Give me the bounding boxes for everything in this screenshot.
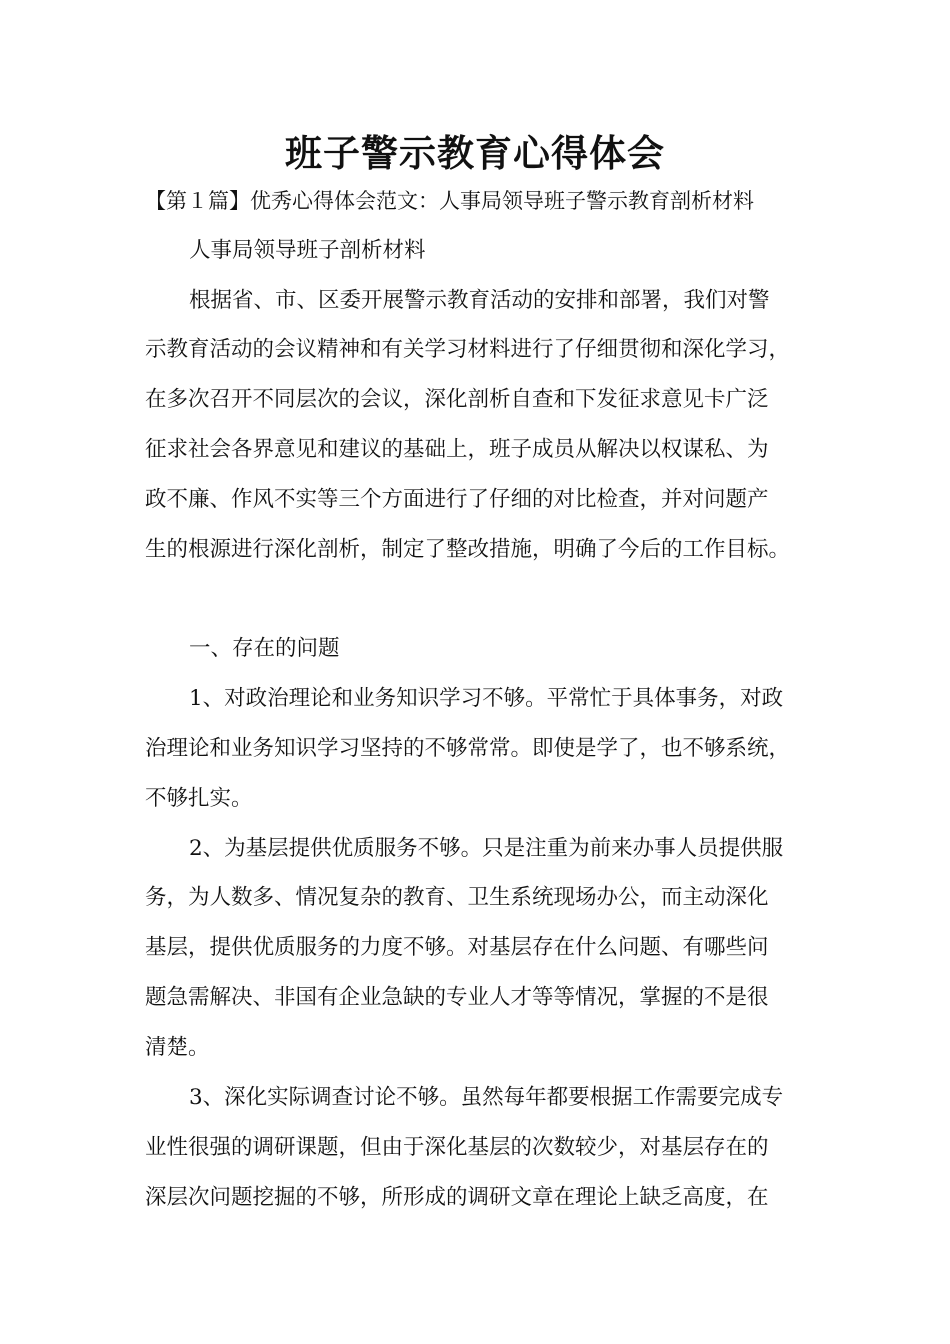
document-title: 班子警示教育心得体会 bbox=[285, 132, 665, 175]
paragraph-line: 基层，提供优质服务的力度不够。对基层存在什么问题、有哪些问 bbox=[145, 935, 769, 960]
section-heading: 一、存在的问题 bbox=[189, 636, 340, 661]
paragraph-line: 示教育活动的会议精神和有关学习材料进行了仔细贯彻和深化学习， bbox=[145, 337, 791, 362]
paragraph-line: 清楚。 bbox=[145, 1035, 210, 1060]
paragraph-line: 1、对政治理论和业务知识学习不够。平常忙于具体事务，对政 bbox=[189, 686, 784, 711]
section-heading: 人事局领导班子剖析材料 bbox=[189, 238, 426, 263]
paragraph-line: 业性很强的调研课题，但由于深化基层的次数较少，对基层存在的 bbox=[145, 1135, 769, 1160]
document-subtitle: 【第１篇】优秀心得体会范文：人事局领导班子警示教育剖析材料 bbox=[145, 189, 754, 213]
paragraph-line: 深层次问题挖掘的不够，所形成的调研文章在理论上缺乏高度，在 bbox=[145, 1185, 769, 1210]
paragraph-line: 征求社会各界意见和建议的基础上，班子成员从解决以权谋私、为 bbox=[145, 437, 769, 462]
paragraph-line: 根据省、市、区委开展警示教育活动的安排和部署，我们对警 bbox=[189, 288, 770, 313]
paragraph-line: 生的根源进行深化剖析，制定了整改措施，明确了今后的工作目标。 bbox=[145, 537, 791, 562]
paragraph-line: 2、为基层提供优质服务不够。只是注重为前来办事人员提供服 bbox=[189, 836, 784, 861]
paragraph-line: 务，为人数多、情况复杂的教育、卫生系统现场办公，而主动深化 bbox=[145, 885, 769, 910]
paragraph-line: 3、深化实际调查讨论不够。虽然每年都要根据工作需要完成专 bbox=[189, 1085, 784, 1110]
paragraph-line: 题急需解决、非国有企业急缺的专业人才等等情况，掌握的不是很 bbox=[145, 985, 769, 1010]
paragraph-line: 政不廉、作风不实等三个方面进行了仔细的对比检查，并对问题产 bbox=[145, 487, 769, 512]
paragraph-line: 治理论和业务知识学习坚持的不够常常。即使是学了，也不够系统， bbox=[145, 736, 791, 761]
paragraph-line: 在多次召开不同层次的会议，深化剖析自查和下发征求意见卡广泛 bbox=[145, 387, 769, 412]
paragraph-line: 不够扎实。 bbox=[145, 786, 253, 811]
